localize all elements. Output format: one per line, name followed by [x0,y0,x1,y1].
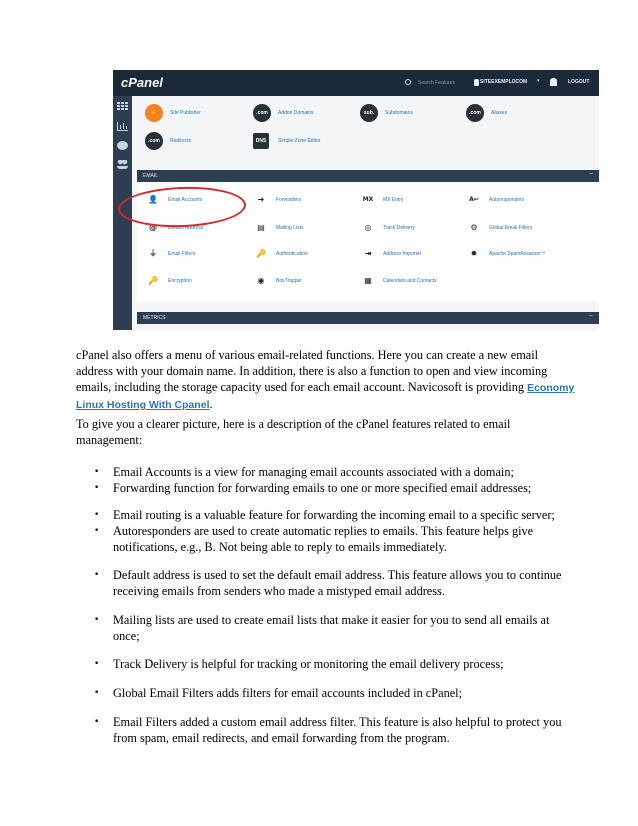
track-delivery-icon: ◎ [364,223,372,232]
username[interactable]: SITEEXEMPLOCOM [480,79,528,85]
list-item-text: Email Filters added a custom email address filter. This feature is also helpful to protect you from spam, email redirects, and email forwarding from the program. [113,715,562,745]
email-feature-track-delivery[interactable] [360,222,470,236]
redirects-icon: .com [145,132,163,150]
chevron-down-icon[interactable]: ▾ [537,78,540,84]
authentication-icon: 🔑 [256,249,266,258]
email-feature-address-importer[interactable] [360,248,470,262]
email-feature-boxtrapper[interactable] [253,275,363,289]
email-feature-label: Track Delivery [383,225,415,231]
email-feature-label: BoxTrapper [276,278,302,284]
email-feature-label: Default Address [168,225,204,231]
email-feature-encryption[interactable] [145,275,255,289]
palette-icon[interactable] [117,141,128,150]
search-icon [405,79,411,85]
bullet: • [94,570,100,580]
logout-button[interactable]: LOGOUT [568,79,590,85]
email-feature-calendars-contacts[interactable] [360,275,470,289]
list-item-text: Email routing is a valuable feature for forwarding the incoming email to a specific server; [113,508,555,522]
forwarders-icon: ➜ [257,195,265,204]
cpanel-logo: cPanel [121,75,163,90]
email-feature-spamassassin[interactable] [466,248,576,262]
encryption-icon: 🔑 [148,276,158,285]
list-item-text: Global Email Filters adds filters for email accounts included in cPanel; [113,686,463,700]
hosting-link[interactable]: Economy Linux Hosting With Cpanel [76,382,575,411]
autoresponders-icon: A↩ [469,196,479,203]
feature-site-publisher[interactable] [145,104,255,124]
email-feature-label: Email Filters [168,251,196,257]
bell-icon[interactable] [550,78,557,86]
email-feature-label: Encryption [168,278,192,284]
email-section-title: EMAIL [143,173,159,179]
bullet: • [94,526,100,536]
feature-label: Simple Zone Editor [278,138,321,144]
list-item-text: Mailing lists are used to create email lists that make it easier for you to send all emails at once; [113,613,550,643]
email-feature-forwarders[interactable] [253,194,363,208]
list-item-text: Default address is used to set the default email address. This feature allows you to continue receiving emails from senders who made a mistyped email address. [113,568,562,598]
site-publisher-icon: ⚡ [145,104,163,122]
email-section-header[interactable] [137,170,599,182]
feature-label: Redirects [170,138,192,144]
email-feature-label: Forwarders [276,197,302,203]
cpanel-topbar [113,70,599,96]
list-item-text: Track Delivery is helpful for tracking or monitoring the email delivery process; [113,657,504,671]
feature-label: Site Publisher [170,110,201,116]
bullet: • [94,659,100,669]
metrics-section-title: METRICS [143,315,166,321]
description-paragraph: To give you a clearer picture, here is a description of the cPanel features related to email management: [76,417,511,447]
bullet: • [94,467,100,477]
email-feature-label: Address Importer [383,251,422,257]
feature-label: Addon Domains [278,110,314,116]
subdomains-icon: sub. [360,104,378,122]
bullet: • [94,615,100,625]
list-item-text: Forwarding function for forwarding emails to one or more specified email addresses; [113,481,532,495]
feature-simple-zone-editor[interactable] [253,132,363,152]
address-importer-icon: ⇥ [364,249,372,258]
default-address-icon: @ [149,223,157,232]
bullet: • [94,688,100,698]
mailing-lists-icon: ▤ [257,223,265,232]
feature-subdomains[interactable] [360,104,470,124]
boxtrapper-icon: ◉ [257,276,265,285]
users-icon[interactable] [117,160,128,169]
email-feature-global-email-filters[interactable] [466,222,576,236]
email-feature-email-filters[interactable] [145,248,255,262]
email-feature-label: Mailing Lists [276,225,304,231]
email-feature-authentication[interactable] [253,248,363,262]
intro-period: . [209,397,213,411]
feature-addon-domains[interactable] [253,104,363,124]
email-feature-autoresponders[interactable] [466,194,576,208]
global-email-filters-icon: ⚙ [470,223,478,232]
email-filters-icon: ⏚ [149,249,157,258]
metrics-section-header[interactable] [137,312,599,324]
bullet: • [94,717,100,727]
aliases-icon: .com [466,104,484,122]
email-feature-label: Apache SpamAssassin™ [489,251,546,257]
intro-paragraph [76,347,576,413]
email-feature-label: Autoresponders [489,197,525,203]
email-feature-label: Global Email Filters [489,225,533,231]
simple-zone-editor-icon: DNS [253,133,269,149]
list-item-text: Email Accounts is a view for managing email accounts associated with a domain; [113,465,514,479]
bullet: • [94,510,100,520]
mx-entry-icon: MX [362,196,374,203]
spamassassin-icon: ✹ [470,249,478,258]
feature-redirects[interactable] [145,132,255,152]
user-icon [474,79,479,86]
bullet: • [94,483,100,493]
email-feature-label: Email Accounts [168,197,203,203]
addon-domains-icon: .com [253,104,271,122]
calendars-contacts-icon: ▦ [364,276,372,285]
grid-icon[interactable] [117,102,128,111]
list-item-text: Autoresponders are used to create automatic replies to emails. This feature helps give notifications, e.g., B. Not being able to reply to emails immediately. [113,524,534,554]
collapse-icon[interactable]: − [588,313,593,320]
email-feature-mx-entry[interactable] [360,194,470,208]
email-feature-label: MX Entry [383,197,404,203]
intro-text: cPanel also offers a menu of various email-related functions. Here you can create a new email address with your domain name. In addition, there is also a function to open and view incoming emails, including the storage capacity used for each email account. Navicosoft is providing [76,348,548,394]
email-feature-mailing-lists[interactable] [253,222,363,236]
feature-label: Aliases [491,110,508,116]
collapse-icon[interactable]: − [588,171,593,178]
feature-label: Subdomains [385,110,413,116]
stats-chart-icon[interactable] [117,122,128,131]
email-accounts-icon: 👤 [148,195,158,204]
cpanel-screenshot [113,70,599,330]
email-feature-label: Authentication [276,251,308,257]
search-input[interactable]: Search Features [418,80,455,86]
feature-aliases[interactable] [466,104,576,124]
email-feature-label: Calendars and Contacts [383,278,437,284]
